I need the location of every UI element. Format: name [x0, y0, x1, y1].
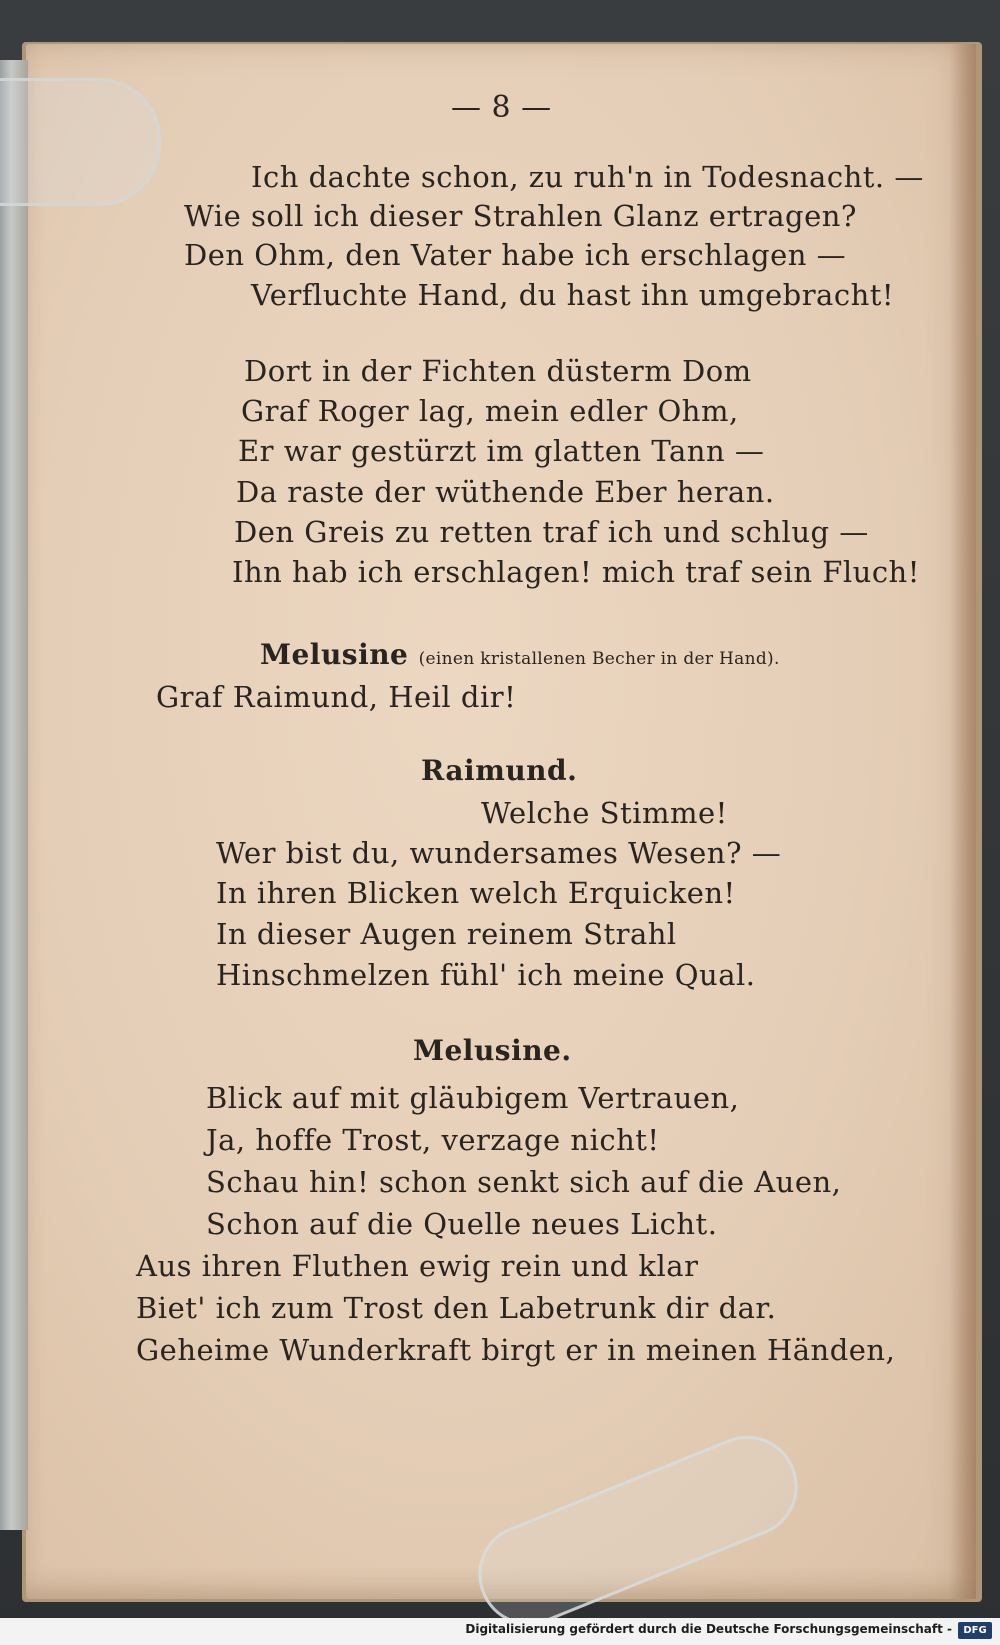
verse-line: Ihn hab ich erschlagen! mich traf sein Fluch!: [232, 555, 920, 589]
verse-line: Wie soll ich dieser Strahlen Glanz ertragen?: [184, 199, 857, 233]
page-number: — 8 —: [451, 90, 552, 125]
speech-line: In dieser Augen reinem Strahl: [216, 917, 677, 951]
speech-line: Geheime Wunderkraft birgt er in meinen Händen,: [136, 1333, 896, 1367]
speech-line: Schau hin! schon senkt sich auf die Auen,: [206, 1165, 842, 1199]
verse-line: Verfluchte Hand, du hast ihn umgebracht!: [251, 278, 895, 312]
stage-direction: (einen kristallenen Becher in der Hand).: [418, 649, 780, 669]
speech-line: Graf Raimund, Heil dir!: [156, 680, 517, 714]
book-page: [26, 44, 976, 1599]
verse-line: Er war gestürzt im glatten Tann —: [238, 434, 765, 468]
page-clip-top: [0, 78, 161, 206]
speech-line: Wer bist du, wundersames Wesen? —: [216, 836, 782, 870]
dfg-logo: DFG: [958, 1622, 992, 1639]
speech-line: Biet' ich zum Trost den Labetrunk dir dar.: [136, 1291, 777, 1325]
verse-line: Den Ohm, den Vater habe ich erschlagen —: [184, 238, 847, 272]
speech-line: Hinschmelzen fühl' ich meine Qual.: [216, 958, 756, 992]
speech-line: Schon auf die Quelle neues Licht.: [206, 1207, 718, 1241]
footer-bar: [0, 1618, 1000, 1645]
footer-credit: Digitalisierung gefördert durch die Deutsche Forschungsgemeinschaft -: [465, 1622, 952, 1636]
speech-line: In ihren Blicken welch Erquicken!: [216, 876, 736, 910]
speech-line: Ja, hoffe Trost, verzage nicht!: [206, 1123, 660, 1157]
speaker-name: Melusine.: [413, 1034, 572, 1067]
speech-line: Aus ihren Fluthen ewig rein und klar: [136, 1249, 699, 1283]
speaker-name: Melusine: [260, 638, 409, 671]
verse-line: Den Greis zu retten traf ich und schlug —: [234, 515, 869, 549]
speaker-heading: [260, 638, 780, 671]
verse-line: Dort in der Fichten düsterm Dom: [244, 354, 752, 388]
verse-line: Ich dachte schon, zu ruh'n in Todesnacht. —: [251, 160, 924, 194]
speech-line: Blick auf mit gläubigem Vertrauen,: [206, 1081, 740, 1115]
speech-line: Welche Stimme!: [481, 796, 728, 830]
page-text: [26, 44, 976, 1599]
verse-line: Da raste der wüthende Eber heran.: [236, 475, 775, 509]
scanner-clamp: [0, 60, 28, 1530]
verse-line: Graf Roger lag, mein edler Ohm,: [241, 394, 739, 428]
speaker-name: Raimund.: [421, 754, 578, 787]
